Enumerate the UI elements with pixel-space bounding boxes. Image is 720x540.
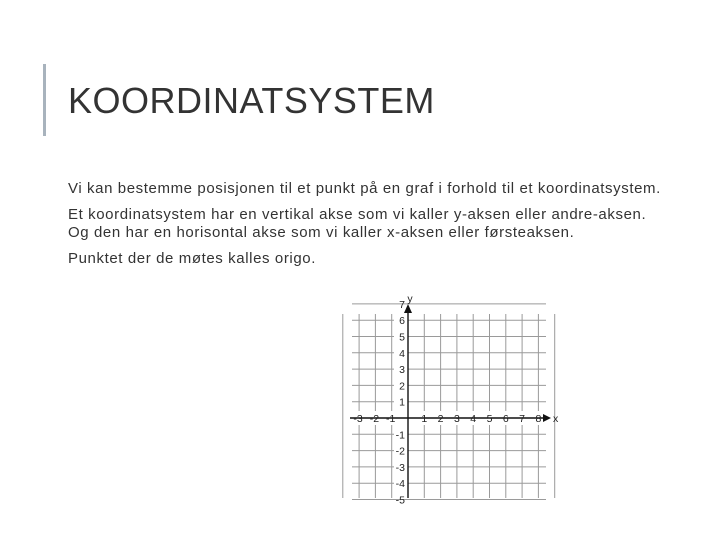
paragraph-axes: Et koordinatsystem har en vertikal akse som vi kaller y-aksen eller andre-aksen. Og den har en horisontal akse som vi kaller x-aksen eller førsteaksen.: [68, 206, 647, 241]
y-tick-label: -1: [395, 429, 405, 442]
y-tick-label: 7: [399, 298, 405, 311]
x-tick-label: -3: [353, 413, 363, 425]
x-tick-label: 5: [486, 413, 493, 425]
slide-body: [68, 180, 668, 276]
x-tick-label: 7: [519, 413, 526, 425]
y-axis-letter: y: [407, 293, 413, 305]
coordinate-grid-figure: [346, 293, 559, 507]
y-tick-label: 5: [399, 331, 405, 344]
accent-bar: [43, 64, 46, 136]
y-tick-label: -4: [395, 478, 405, 491]
x-tick-label: -2: [369, 413, 380, 425]
x-tick-label: -1: [386, 413, 396, 425]
x-tick-label: 2: [437, 413, 444, 425]
x-tick-label: 6: [502, 413, 509, 425]
y-tick-label: 6: [399, 315, 405, 328]
x-tick-label: 4: [470, 413, 477, 425]
x-axis-arrow: [543, 414, 551, 422]
y-tick-label: 1: [399, 396, 405, 409]
y-tick-label: 2: [399, 380, 405, 393]
y-axis-arrow: [404, 304, 412, 313]
x-tick-label: 8: [535, 413, 542, 425]
y-tick-label: 4: [399, 347, 405, 360]
y-tick-label: 3: [399, 364, 405, 377]
y-tick-label: -5: [395, 494, 405, 507]
paragraph-position: Vi kan bestemme posisjonen til et punkt på en graf i forhold til et koordinatsystem.: [68, 180, 661, 197]
slide-title: KOORDINATSYSTEM: [68, 80, 435, 121]
y-tick-label: -3: [395, 461, 405, 474]
x-tick-label: 3: [453, 413, 460, 425]
x-tick-label: 1: [421, 413, 428, 425]
x-axis-letter: x: [553, 413, 559, 425]
coordinate-grid-svg: [346, 293, 559, 507]
paragraph-origin: Punktet der de møtes kalles origo.: [68, 250, 317, 267]
y-tick-label: -2: [395, 445, 405, 458]
